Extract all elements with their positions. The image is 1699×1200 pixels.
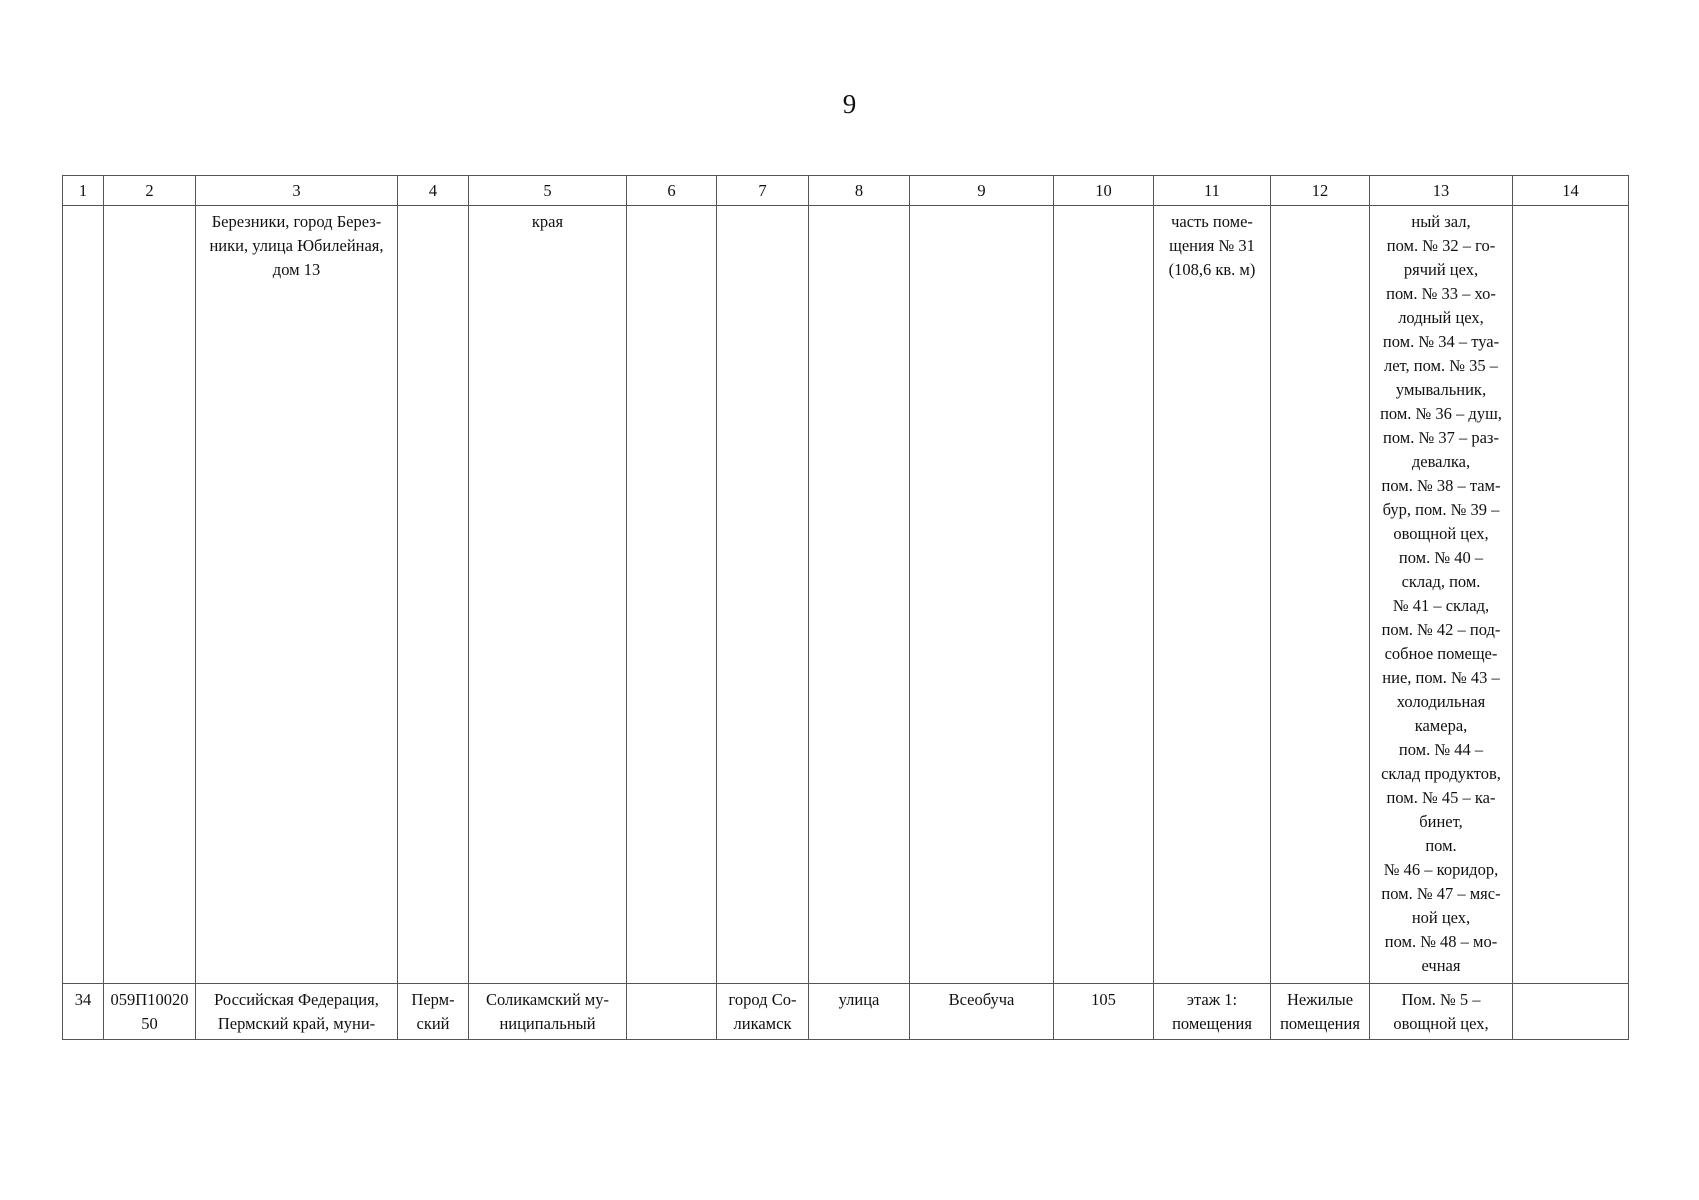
- table-cell: [627, 984, 717, 1040]
- table-row: [63, 984, 1629, 1040]
- column-number-12: 12: [1271, 176, 1370, 206]
- table-cell: город Со- ликамск: [717, 984, 809, 1040]
- column-number-7: 7: [717, 176, 809, 206]
- table-cell: 059П10020 50: [104, 984, 196, 1040]
- table-cell: Российская Федерация, Пермский край, муни-: [196, 984, 398, 1040]
- column-number-8: 8: [809, 176, 910, 206]
- column-number-6: 6: [627, 176, 717, 206]
- column-number-11: 11: [1154, 176, 1271, 206]
- table-cell: [717, 206, 809, 984]
- table-cell: Березники, город Берез- ники, улица Юбилейная, дом 13: [196, 206, 398, 984]
- table-cell: [104, 206, 196, 984]
- table-cell: этаж 1: помещения: [1154, 984, 1271, 1040]
- table-cell: ный зал, пом. № 32 – го- рячий цех, пом. № 33 – хо- лодный цех, пом. № 34 – туа- лет, пом. № 35 – умывальник, пом. № 36 – душ, пом. № 37 – раз- девалка, пом. № 38 – там- бур, пом. № 39 – овощной цех, пом. № 40 – склад, пом. № 41 – склад, пом. № 42 – под- собное помеще- ние, пом. № 43 – холодильная камера, пом. № 44 – склад продуктов, пом. № 45 – ка- бинет, пом. № 46 – коридор, пом. № 47 – мяс- ной цех, пом. № 48 – мо- ечная: [1370, 206, 1513, 984]
- header-row: [63, 176, 1629, 206]
- column-number-4: 4: [398, 176, 469, 206]
- column-number-5: 5: [469, 176, 627, 206]
- column-number-10: 10: [1054, 176, 1154, 206]
- column-number-1: 1: [63, 176, 104, 206]
- table-cell: Нежилые помещения: [1271, 984, 1370, 1040]
- table-cell: [63, 206, 104, 984]
- table-cell: Соликамский му- ниципальный: [469, 984, 627, 1040]
- table-row: [63, 206, 1629, 984]
- table-cell: 34: [63, 984, 104, 1040]
- table-cell: [1513, 984, 1629, 1040]
- table-cell: Пом. № 5 – овощной цех,: [1370, 984, 1513, 1040]
- table-cell: [1054, 206, 1154, 984]
- column-number-9: 9: [910, 176, 1054, 206]
- page-number: 9: [842, 89, 857, 119]
- table-cell: улица: [809, 984, 910, 1040]
- column-number-2: 2: [104, 176, 196, 206]
- column-number-14: 14: [1513, 176, 1629, 206]
- table-cell: края: [469, 206, 627, 984]
- table-cell: [627, 206, 717, 984]
- column-number-13: 13: [1370, 176, 1513, 206]
- table-cell: Всеобуча: [910, 984, 1054, 1040]
- table-cell: [910, 206, 1054, 984]
- column-number-3: 3: [196, 176, 398, 206]
- table-cell: [809, 206, 910, 984]
- table-cell: [1271, 206, 1370, 984]
- table-cell: 105: [1054, 984, 1154, 1040]
- table-cell: [398, 206, 469, 984]
- registry-table: [62, 175, 1629, 1040]
- table-cell: Перм- ский: [398, 984, 469, 1040]
- table-cell: часть поме- щения № 31 (108,6 кв. м): [1154, 206, 1271, 984]
- table-cell: [1513, 206, 1629, 984]
